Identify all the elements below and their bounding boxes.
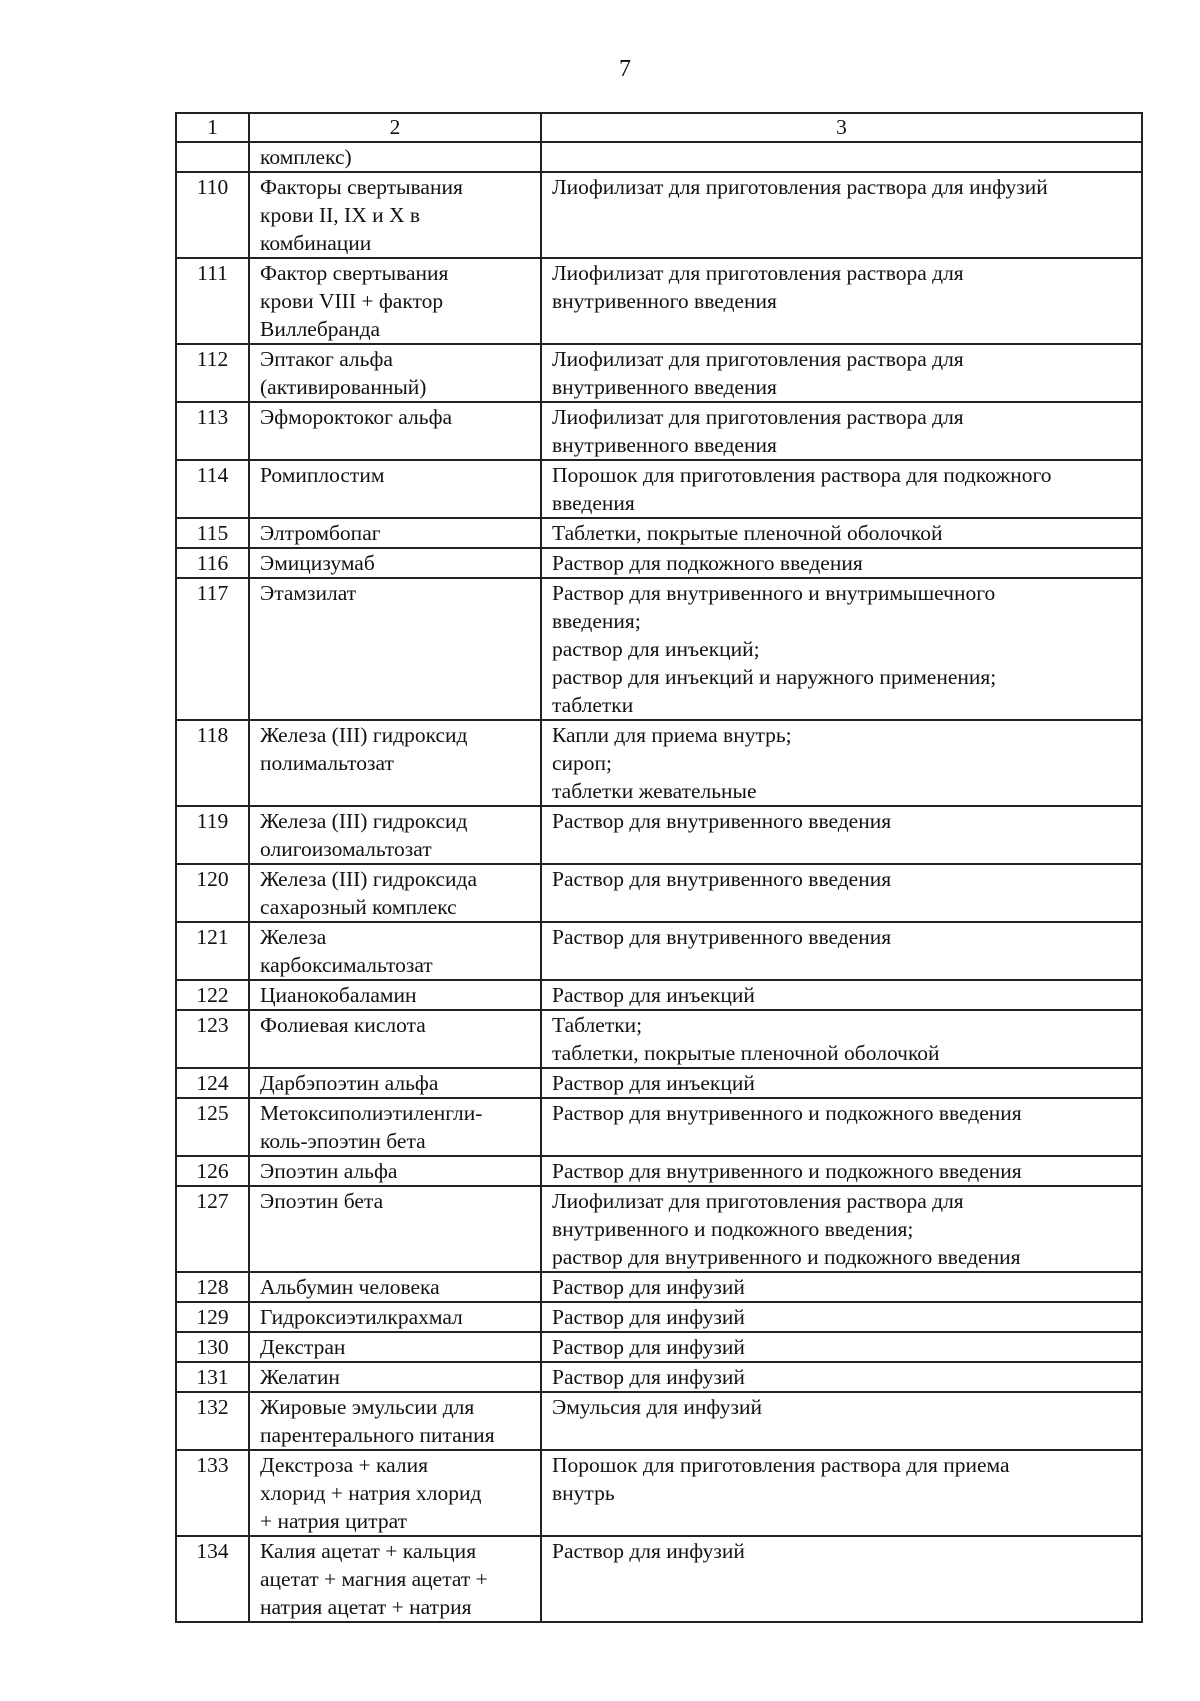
dosage-form-line: Раствор для инъекций [552, 1071, 755, 1095]
drug-name-cell [249, 1536, 541, 1622]
drug-name-cell [249, 460, 541, 518]
table-row [176, 142, 1142, 172]
drug-name-line: (активированный) [260, 375, 427, 399]
row-number: 123 [176, 1010, 249, 1068]
dosage-form-cell [541, 1302, 1142, 1332]
drug-name-line: Альбумин человека [260, 1275, 440, 1299]
dosage-form-cell [541, 864, 1142, 922]
dosage-form-line: введения [552, 491, 635, 515]
dosage-form-cell [541, 1392, 1142, 1450]
table-row [176, 980, 1142, 1010]
row-number: 131 [176, 1362, 249, 1392]
dosage-form-line: Раствор для инфузий [552, 1365, 745, 1389]
dosage-form-line: раствор для внутривенного и подкожного введения [552, 1245, 1021, 1269]
table-row [176, 460, 1142, 518]
table-row [176, 548, 1142, 578]
row-number: 129 [176, 1302, 249, 1332]
drug-name-line: сахарозный комплекс [260, 895, 457, 919]
drug-name-cell [249, 864, 541, 922]
drug-table [175, 112, 1143, 1623]
drug-name-line: хлорид + натрия хлорид [260, 1481, 482, 1505]
drug-name-line: Эпоэтин бета [260, 1189, 384, 1213]
row-number: 110 [176, 172, 249, 258]
dosage-form-line: Порошок для приготовления раствора для подкожного [552, 463, 1052, 487]
dosage-form-cell [541, 1536, 1142, 1622]
dosage-form-cell [541, 1332, 1142, 1362]
drug-name-cell [249, 1332, 541, 1362]
dosage-form-line: введения; [552, 609, 641, 633]
dosage-form-cell [541, 1156, 1142, 1186]
drug-name-line: Декстран [260, 1335, 346, 1359]
row-number: 122 [176, 980, 249, 1010]
page-number: 7 [619, 56, 631, 82]
drug-name-line: Эфмороктоког альфа [260, 405, 453, 429]
drug-name-line: Железа (III) гидроксид [260, 723, 468, 747]
drug-name-line: Железа (III) гидроксида [260, 867, 478, 891]
row-number [176, 142, 249, 172]
dosage-form-line: Эмульсия для инфузий [552, 1395, 763, 1419]
drug-name-cell [249, 1450, 541, 1536]
dosage-form-line: сироп; [552, 751, 613, 775]
dosage-form-line: Раствор для инъекций [552, 983, 755, 1007]
dosage-form-line: Раствор для внутривенного введения [552, 925, 892, 949]
dosage-form-cell [541, 720, 1142, 806]
dosage-form-line: Раствор для внутривенного и внутримышечного [552, 581, 996, 605]
row-number: 118 [176, 720, 249, 806]
table-row [176, 578, 1142, 720]
drug-name-line: Ромиплостим [260, 463, 385, 487]
drug-name-cell [249, 258, 541, 344]
dosage-form-line: Раствор для подкожного введения [552, 551, 863, 575]
dosage-form-cell [541, 1098, 1142, 1156]
dosage-form-line: Лиофилизат для приготовления раствора для [552, 405, 964, 429]
column-header-1: 1 [176, 113, 249, 142]
row-number: 111 [176, 258, 249, 344]
drug-name-line: олигоизомальтозат [260, 837, 432, 861]
dosage-form-cell [541, 1362, 1142, 1392]
drug-name-line: Жировые эмульсии для [260, 1395, 475, 1419]
dosage-form-line: Порошок для приготовления раствора для приема [552, 1453, 1010, 1477]
drug-name-cell [249, 720, 541, 806]
column-header-3: 3 [541, 113, 1142, 142]
dosage-form-cell [541, 1010, 1142, 1068]
row-number: 126 [176, 1156, 249, 1186]
table-row [176, 1068, 1142, 1098]
dosage-form-line: Раствор для внутривенного и подкожного введения [552, 1159, 1022, 1183]
table-row [176, 518, 1142, 548]
table-row [176, 1156, 1142, 1186]
table-row [176, 258, 1142, 344]
table-row [176, 1186, 1142, 1272]
table-row [176, 1362, 1142, 1392]
drug-name-cell [249, 1362, 541, 1392]
drug-name-line: Дарбэпоэтин альфа [260, 1071, 439, 1095]
dosage-form-cell [541, 172, 1142, 258]
drug-name-cell [249, 1010, 541, 1068]
drug-name-line: Эпоэтин альфа [260, 1159, 398, 1183]
table-row [176, 1450, 1142, 1536]
drug-name-cell [249, 1186, 541, 1272]
row-number: 125 [176, 1098, 249, 1156]
dosage-form-line: раствор для инъекций; [552, 637, 760, 661]
dosage-form-line: Раствор для внутривенного введения [552, 809, 892, 833]
dosage-form-line: таблетки, покрытые пленочной оболочкой [552, 1041, 940, 1065]
dosage-form-cell [541, 1272, 1142, 1302]
table-row [176, 1010, 1142, 1068]
table-body [176, 142, 1142, 1622]
dosage-form-line: Раствор для инфузий [552, 1539, 745, 1563]
drug-name-line: Железа [260, 925, 327, 949]
drug-name-line: Этамзилат [260, 581, 357, 605]
drug-name-line: Гидроксиэтилкрахмал [260, 1305, 463, 1329]
dosage-form-cell [541, 344, 1142, 402]
drug-name-line: коль-эпоэтин бета [260, 1129, 426, 1153]
drug-name-cell [249, 172, 541, 258]
drug-name-cell [249, 518, 541, 548]
drug-name-line: карбоксимальтозат [260, 953, 433, 977]
dosage-form-cell [541, 1450, 1142, 1536]
dosage-form-cell [541, 142, 1142, 172]
table-row [176, 1098, 1142, 1156]
dosage-form-line: таблетки [552, 693, 634, 717]
dosage-form-line: Раствор для инфузий [552, 1275, 745, 1299]
dosage-form-line: Раствор для инфузий [552, 1335, 745, 1359]
table-row [176, 1302, 1142, 1332]
row-number: 121 [176, 922, 249, 980]
row-number: 127 [176, 1186, 249, 1272]
drug-name-line: Факторы свертывания [260, 175, 463, 199]
table-row [176, 922, 1142, 980]
dosage-form-cell [541, 258, 1142, 344]
drug-name-cell [249, 548, 541, 578]
dosage-form-line: Лиофилизат для приготовления раствора для [552, 347, 964, 371]
dosage-form-line: Раствор для внутривенного и подкожного введения [552, 1101, 1022, 1125]
row-number: 130 [176, 1332, 249, 1362]
drug-name-cell [249, 402, 541, 460]
dosage-form-cell [541, 402, 1142, 460]
column-header-2: 2 [249, 113, 541, 142]
table-row [176, 1272, 1142, 1302]
row-number: 112 [176, 344, 249, 402]
drug-name-line: Фолиевая кислота [260, 1013, 426, 1037]
drug-name-line: комбинации [260, 231, 372, 255]
dosage-form-line: Лиофилизат для приготовления раствора для [552, 261, 964, 285]
drug-name-line: Метоксиполиэтиленгли- [260, 1101, 483, 1125]
row-number: 114 [176, 460, 249, 518]
drug-name-line: Фактор свертывания [260, 261, 449, 285]
drug-name-line: Калия ацетат + кальция [260, 1539, 477, 1563]
row-number: 124 [176, 1068, 249, 1098]
drug-name-line: комплекс) [260, 145, 352, 169]
drug-name-cell [249, 142, 541, 172]
dosage-form-cell [541, 578, 1142, 720]
drug-name-line: Эптаког альфа [260, 347, 393, 371]
dosage-form-line: внутрь [552, 1481, 615, 1505]
dosage-form-cell [541, 460, 1142, 518]
dosage-form-line: Раствор для инфузий [552, 1305, 745, 1329]
drug-name-cell [249, 806, 541, 864]
dosage-form-cell [541, 1068, 1142, 1098]
row-number: 116 [176, 548, 249, 578]
row-number: 132 [176, 1392, 249, 1450]
drug-name-line: Желатин [260, 1365, 340, 1389]
drug-name-cell [249, 980, 541, 1010]
dosage-form-line: внутривенного и подкожного введения; [552, 1217, 914, 1241]
dosage-form-line: Таблетки, покрытые пленочной оболочкой [552, 521, 943, 545]
row-number: 133 [176, 1450, 249, 1536]
dosage-form-cell [541, 922, 1142, 980]
row-number: 119 [176, 806, 249, 864]
drug-name-cell [249, 922, 541, 980]
table-row [176, 720, 1142, 806]
table-row [176, 402, 1142, 460]
drug-name-cell [249, 1392, 541, 1450]
drug-name-line: крови VIII + фактор [260, 289, 444, 313]
dosage-form-cell [541, 806, 1142, 864]
drug-name-cell [249, 344, 541, 402]
drug-name-line: Эмицизумаб [260, 551, 375, 575]
table-row [176, 344, 1142, 402]
table-row [176, 806, 1142, 864]
drug-name-cell [249, 1098, 541, 1156]
dosage-form-cell [541, 548, 1142, 578]
drug-name-cell [249, 578, 541, 720]
dosage-form-line: внутривенного введения [552, 433, 777, 457]
drug-name-line: полимальтозат [260, 751, 394, 775]
table-row [176, 1536, 1142, 1622]
drug-name-cell [249, 1272, 541, 1302]
drug-name-line: крови II, IX и X в [260, 203, 421, 227]
table-row [176, 172, 1142, 258]
drug-name-line: парентерального питания [260, 1423, 495, 1447]
drug-name-cell [249, 1156, 541, 1186]
dosage-form-cell [541, 518, 1142, 548]
drug-name-line: + натрия цитрат [260, 1509, 407, 1533]
row-number: 128 [176, 1272, 249, 1302]
table-row [176, 1392, 1142, 1450]
drug-name-line: Цианокобаламин [260, 983, 417, 1007]
drug-name-line: ацетат + магния ацетат + [260, 1567, 488, 1591]
dosage-form-line: раствор для инъекций и наружного применения; [552, 665, 997, 689]
dosage-form-cell [541, 1186, 1142, 1272]
row-number: 134 [176, 1536, 249, 1622]
dosage-form-line: внутривенного введения [552, 375, 777, 399]
drug-name-line: натрия ацетат + натрия [260, 1595, 472, 1619]
dosage-form-line: Таблетки; [552, 1013, 643, 1037]
table-header-row [176, 113, 1142, 142]
drug-name-line: Виллебранда [260, 317, 381, 341]
table-row [176, 864, 1142, 922]
row-number: 117 [176, 578, 249, 720]
dosage-form-line: Лиофилизат для приготовления раствора для [552, 1189, 964, 1213]
table-row [176, 1332, 1142, 1362]
dosage-form-cell [541, 980, 1142, 1010]
dosage-form-line: Раствор для внутривенного введения [552, 867, 892, 891]
drug-name-line: Декстроза + калия [260, 1453, 428, 1477]
row-number: 113 [176, 402, 249, 460]
dosage-form-line: внутривенного введения [552, 289, 777, 313]
row-number: 115 [176, 518, 249, 548]
dosage-form-line: Капли для приема внутрь; [552, 723, 792, 747]
row-number: 120 [176, 864, 249, 922]
drug-name-cell [249, 1302, 541, 1332]
drug-name-line: Железа (III) гидроксид [260, 809, 468, 833]
drug-name-cell [249, 1068, 541, 1098]
dosage-form-line: Лиофилизат для приготовления раствора для инфузий [552, 175, 1048, 199]
dosage-form-line: таблетки жевательные [552, 779, 757, 803]
drug-name-line: Элтромбопаг [260, 521, 381, 545]
